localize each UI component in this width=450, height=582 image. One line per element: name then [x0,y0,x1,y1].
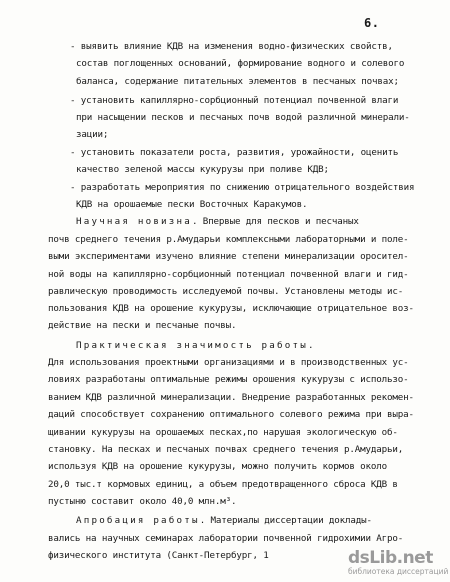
text-line-13: выми экспериментами изучено влияние степени минерализации оросител- [48,251,409,262]
watermark-subtitle: библиотека диссертаций [348,567,449,576]
text-line-30: физического института (Санкт-Петербург, 1 [48,550,269,561]
text-line-2: состав поглощенных оснований, формирование водного и солевого [76,58,405,69]
section-heading-significance: Практическая значимость работы. [76,340,314,351]
text-line-20: ловиях разработаны оптимальные режимы орошения кукурузы с использо- [48,374,409,385]
text-line-4: - установить капиллярно-сорбционный потенциал почвенной влаги [70,95,399,106]
text-line-1: - выявить влияние КДВ на изменения водно-физических свойств, [70,41,393,52]
section-heading-significance-title: Практическая значимость работы [76,340,308,351]
section-heading-approbation: Апробация работы. Материалы диссертации доклады- [76,515,372,526]
text-line-29: вались на научных семинарах лаборатории почвенной гидрохимии Агро- [48,533,404,544]
watermark [348,548,448,578]
section-heading-approbation-title: Апробация работы [76,515,200,526]
page-number: 6. [364,16,380,30]
text-line-26: 20,0 тыс.т кормовых единиц, а объем предотвращенного сброса КДВ в [48,479,398,490]
text-line-9: - разработать мероприятия по снижению отрицательного воздействия [70,182,415,193]
text-line-6: зации; [76,129,109,140]
watermark-logo: dsLib.net [348,548,433,568]
text-line-24: становку. На песках и песчаных почвах среднего течения р.Амударьи, [48,444,404,455]
text-line-23: щивании кукурузы на орошаемых песках,по нарушая экологическую об- [48,427,398,438]
text-line-22: даций способствует сохранению оптимального солевого режима при выра- [48,409,414,420]
text-line-16: пользования КДВ на орошение кукурузы, исключающие отрицательное воз- [48,303,414,314]
text-line-17: действие на пески и песчаные почвы. [48,320,237,331]
text-line-14: ной воды на капиллярно-сорбционный потенциал почвенной влаги и гид- [48,269,409,280]
text-line-19: Для использования проектными организациями и в производственных ус- [48,357,409,368]
section-heading-novelty-title: Научная новизна [76,216,192,227]
text-line-27: пустыню составит около 40,0 млн.м³. [48,496,237,507]
text-line-7: - установить показатели роста, развития, урожайности, оценить [70,147,399,158]
text-line-15: равлическую проводимость исследуемой почвы. Установлены методы ис- [48,286,404,297]
text-line-10: КДВ на орошаемые пески Восточных Каракумов. [76,199,308,210]
text-line-8: качество зеленой массы кукурузы при поливе КДВ; [76,164,329,175]
text-line-5: при насыщении песков и песчаных почв водой различной минерали- [76,112,410,123]
section-heading-novelty: Научная новизна. Впервые для песков и песчаных [76,216,359,227]
text-line-21: ванием КДВ различной минерализации. Внедрение разработанных рекомен- [48,392,414,403]
text-line-25: используя КДВ на орошение кукурузы, можно получить кормов около [48,461,388,472]
text-line-12: почв среднего течения р.Амударьи комплексными лабораторными и поле- [48,234,409,245]
text-line-3: баланса, содержание питательных элементов в песчаных почвах; [76,76,399,87]
